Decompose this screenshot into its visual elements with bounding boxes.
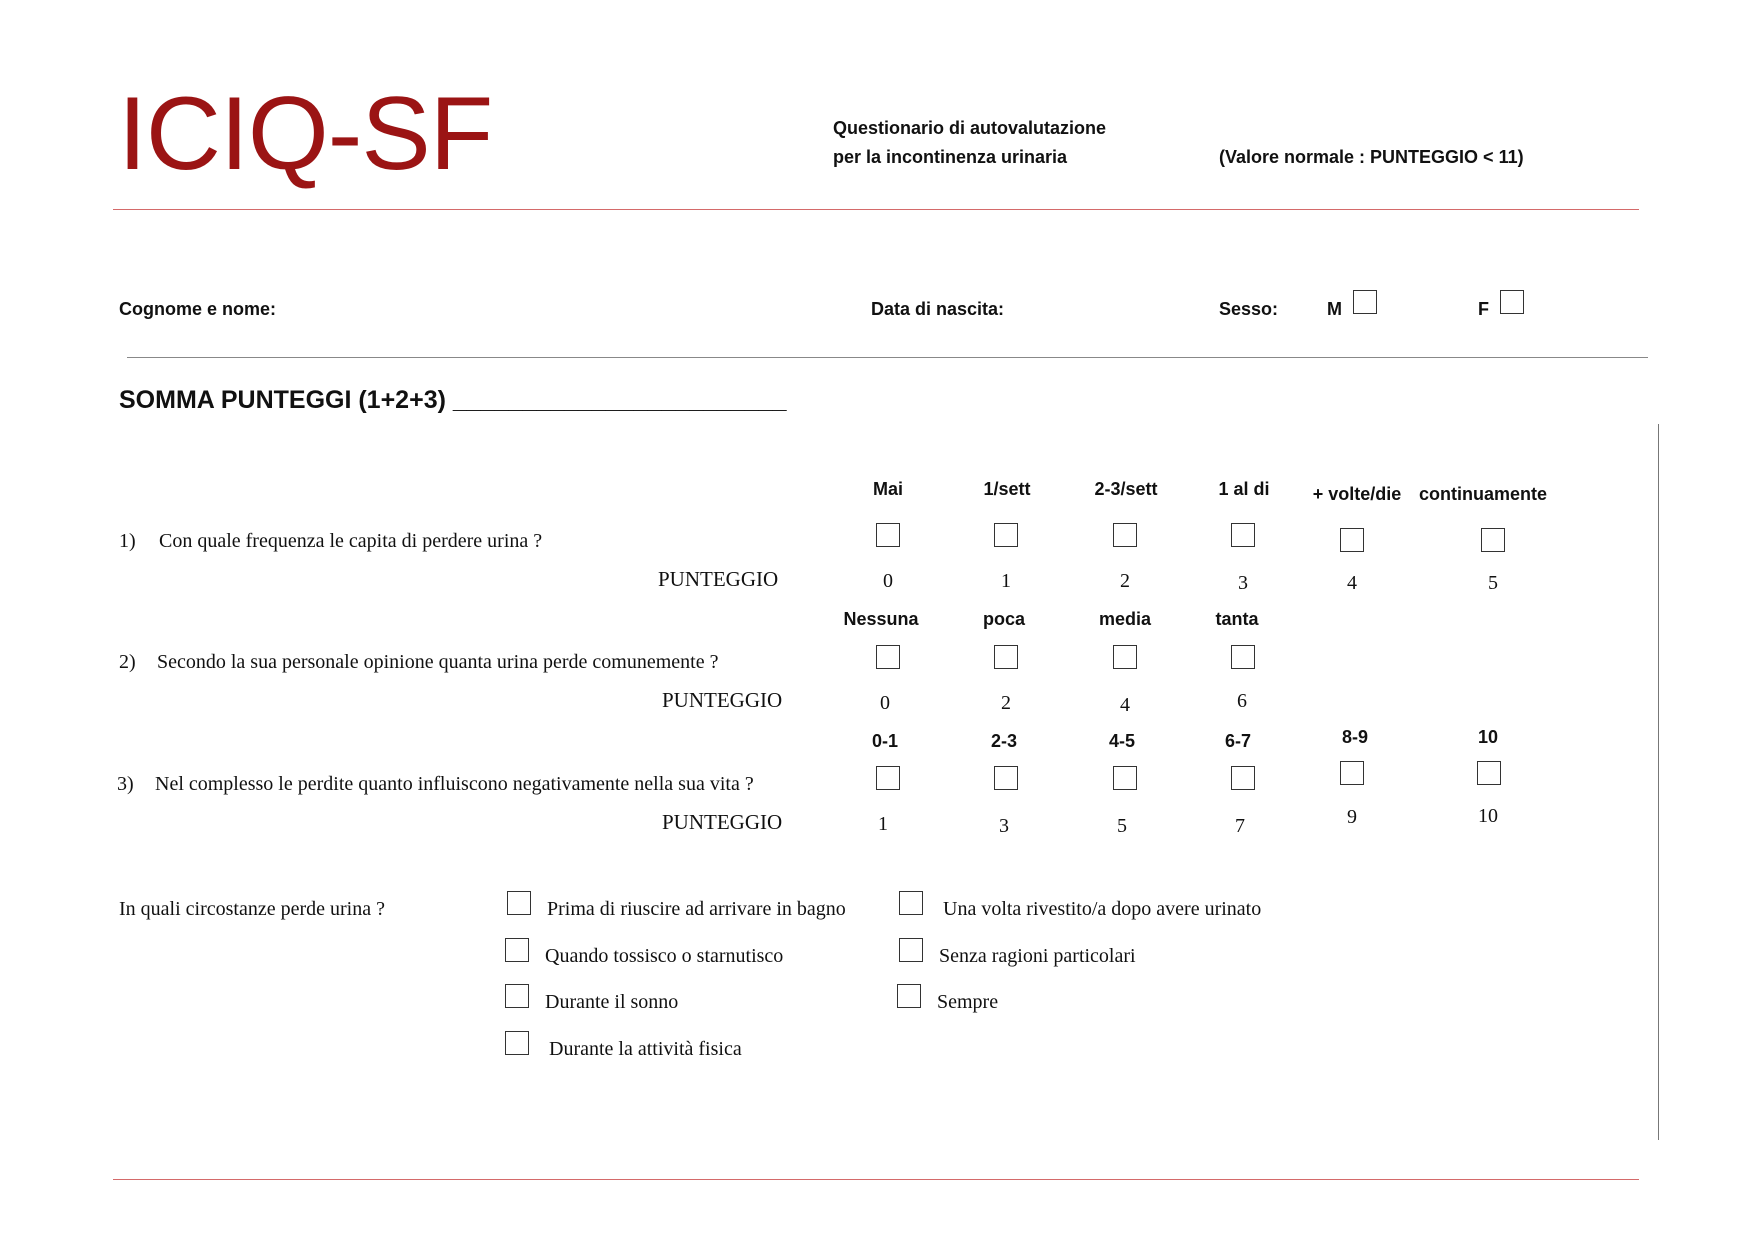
sex-female-checkbox[interactable] xyxy=(1500,290,1524,314)
q3-option-label: 8-9 xyxy=(1341,727,1368,747)
q3-option-label: 2-3 xyxy=(990,731,1017,751)
circumstance-label: Sempre xyxy=(937,991,999,1013)
q2-number: 2) xyxy=(119,651,136,673)
q3-score-value: 7 xyxy=(1235,815,1245,837)
q3-checkbox-0[interactable] xyxy=(876,766,900,790)
q3-score-label: PUNTEGGIO xyxy=(662,810,783,834)
header-rule xyxy=(113,209,1639,210)
sex-male-checkbox[interactable] xyxy=(1353,290,1377,314)
q1-score-value: 1 xyxy=(1001,570,1011,592)
q3-checkbox-1[interactable] xyxy=(994,766,1018,790)
patient-rule xyxy=(127,357,1648,358)
q3-option-label: 4-5 xyxy=(1108,731,1135,751)
sex-male-label: M xyxy=(1327,299,1342,319)
q3-text: Nel complesso le perdite quanto influiscono negativamente nella sua vita ? xyxy=(155,773,754,795)
q2-checkbox-3[interactable] xyxy=(1231,645,1255,669)
sex-female-label: F xyxy=(1478,299,1489,319)
q2-option-label: Nessuna xyxy=(843,609,919,629)
q2-option-label: poca xyxy=(982,609,1025,629)
footer-rule xyxy=(113,1179,1639,1180)
circumstance-checkbox[interactable] xyxy=(505,984,529,1008)
form-title: ICIQ-SF xyxy=(118,76,493,192)
q1-score-value: 0 xyxy=(883,570,893,592)
circumstance-checkbox[interactable] xyxy=(899,891,923,915)
q2-checkbox-0[interactable] xyxy=(876,645,900,669)
q1-number: 1) xyxy=(119,530,136,552)
circumstance-label: Prima di riuscire ad arrivare in bagno xyxy=(547,898,846,920)
q1-score-value: 5 xyxy=(1488,572,1498,594)
q1-checkbox-5[interactable] xyxy=(1481,528,1505,552)
q2-option-label: media xyxy=(1098,609,1152,629)
q3-option-label: 6-7 xyxy=(1224,731,1251,751)
dob-label: Data di nascita: xyxy=(871,299,1005,319)
q3-checkbox-2[interactable] xyxy=(1113,766,1137,790)
circumstance-label: Senza ragioni particolari xyxy=(939,945,1136,967)
q1-option-label: continuamente xyxy=(1418,484,1547,504)
q2-score-value: 4 xyxy=(1120,694,1130,716)
circumstance-label: Durante la attività fisica xyxy=(549,1038,742,1060)
circumstance-checkbox[interactable] xyxy=(507,891,531,915)
q1-option-label: 2-3/sett xyxy=(1094,479,1158,499)
circumstance-checkbox[interactable] xyxy=(899,938,923,962)
q1-text: Con quale frequenza le capita di perdere urina ? xyxy=(159,530,543,552)
right-margin-line xyxy=(1658,424,1659,1140)
q1-checkbox-4[interactable] xyxy=(1340,528,1364,552)
q2-score-value: 6 xyxy=(1237,690,1247,712)
q1-option-label: Mai xyxy=(872,479,903,499)
subtitle-line-2: per la incontinenza urinaria xyxy=(833,147,1068,167)
q1-checkbox-0[interactable] xyxy=(876,523,900,547)
q2-score-label: PUNTEGGIO xyxy=(662,688,783,712)
q3-number: 3) xyxy=(117,773,134,795)
q3-option-label: 0-1 xyxy=(871,731,898,751)
q1-option-label: 1 al di xyxy=(1218,479,1270,499)
q1-checkbox-1[interactable] xyxy=(994,523,1018,547)
q1-option-label: + volte/die xyxy=(1312,484,1402,504)
q2-checkbox-2[interactable] xyxy=(1113,645,1137,669)
q1-score-value: 3 xyxy=(1238,572,1248,594)
q3-checkbox-5[interactable] xyxy=(1477,761,1501,785)
q3-score-value: 5 xyxy=(1117,815,1127,837)
circumstance-checkbox[interactable] xyxy=(897,984,921,1008)
circumstance-label: Quando tossisco o starnutisco xyxy=(545,945,784,967)
q1-option-label: 1/sett xyxy=(983,479,1031,499)
q1-score-value: 2 xyxy=(1120,570,1130,592)
q1-checkbox-3[interactable] xyxy=(1231,523,1255,547)
q3-score-value: 1 xyxy=(878,813,888,835)
subtitle-line-1: Questionario di autovalutazione xyxy=(833,118,1107,138)
normal-value-note: (Valore normale : PUNTEGGIO < 11) xyxy=(1219,147,1524,167)
q2-score-value: 0 xyxy=(880,692,890,714)
q3-score-value: 3 xyxy=(999,815,1009,837)
q2-checkbox-1[interactable] xyxy=(994,645,1018,669)
q3-checkbox-4[interactable] xyxy=(1340,761,1364,785)
q2-option-label: tanta xyxy=(1215,609,1259,629)
circumstances-question: In quali circostanze perde urina ? xyxy=(119,898,385,920)
name-label: Cognome e nome: xyxy=(119,299,277,319)
circumstance-checkbox[interactable] xyxy=(505,1031,529,1055)
q2-text: Secondo la sua personale opinione quanta urina perde comunemente ? xyxy=(157,651,719,673)
q3-checkbox-3[interactable] xyxy=(1231,766,1255,790)
q3-score-value: 9 xyxy=(1347,806,1357,828)
circumstance-label: Una volta rivestito/a dopo avere urinato xyxy=(943,898,1262,920)
q1-checkbox-2[interactable] xyxy=(1113,523,1137,547)
q3-score-value: 10 xyxy=(1478,805,1498,827)
q1-score-label: PUNTEGGIO xyxy=(658,567,779,591)
q1-score-value: 4 xyxy=(1347,572,1357,594)
q3-option-label: 10 xyxy=(1477,727,1499,747)
circumstance-label: Durante il sonno xyxy=(545,991,679,1013)
total-score-field: SOMMA PUNTEGGI (1+2+3) ________________________ xyxy=(119,386,787,414)
circumstance-checkbox[interactable] xyxy=(505,938,529,962)
q2-score-value: 2 xyxy=(1001,692,1011,714)
sex-label: Sesso: xyxy=(1219,299,1279,319)
